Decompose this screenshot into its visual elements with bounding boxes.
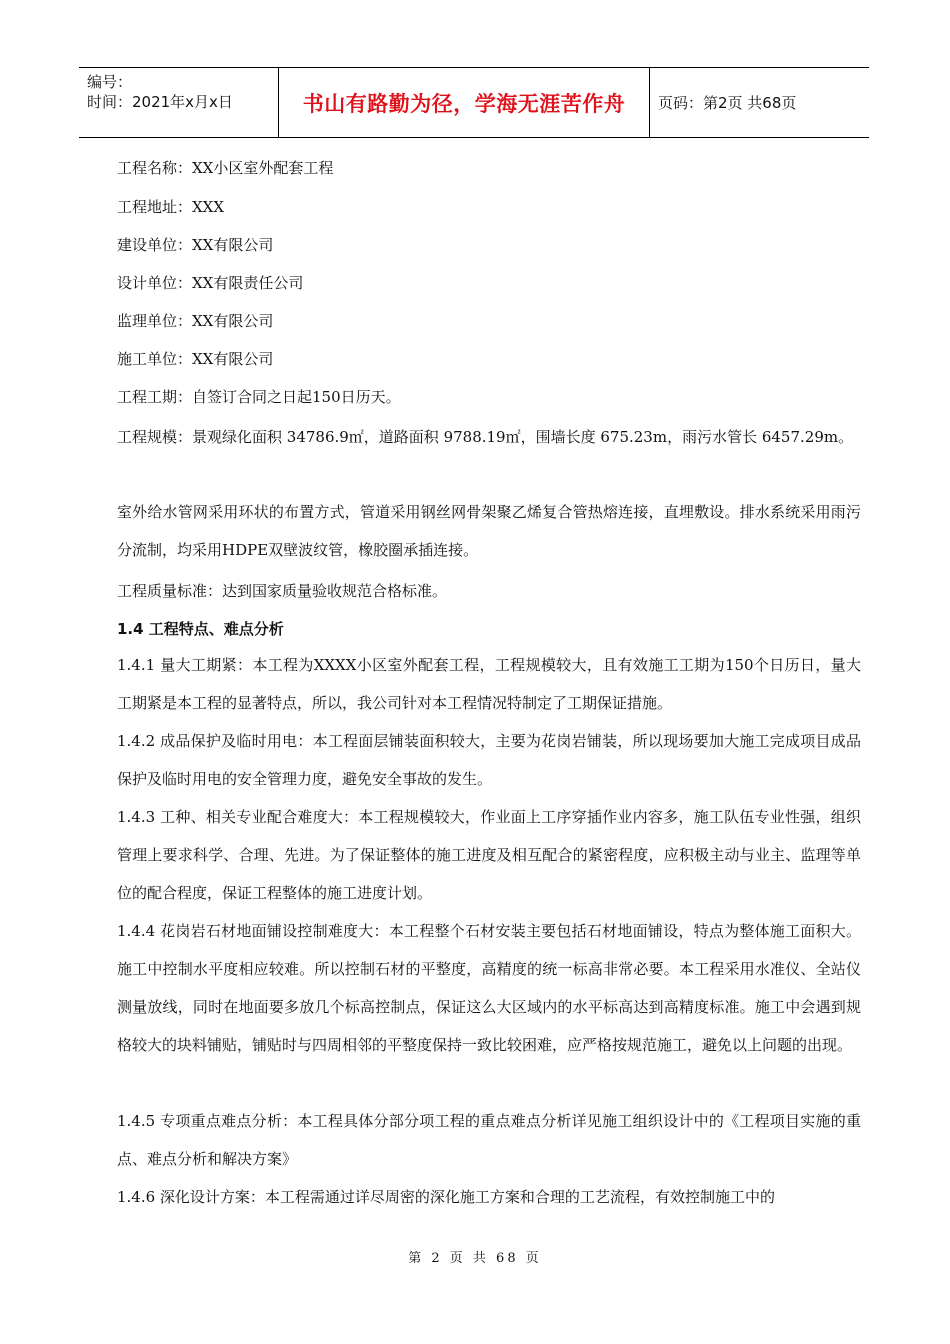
item-1-4-6: 1.4.6 深化设计方案：本工程需通过详尽周密的深化施工方案和合理的工艺流程，有效控制施工中的 — [117, 1188, 775, 1206]
item-1-4-5: 1.4.5 专项重点难点分析：本工程具体分部分项工程的重点难点分析详见施工组织设计中的《工程项目实施的重点、难点分析和解决方案》 — [117, 1112, 861, 1168]
number-label: 编号： — [87, 73, 133, 91]
info-duration: 工程工期：自签订合同之日起150日历天。 — [117, 388, 401, 406]
page-label: 页码：第2页 共68页 — [658, 94, 797, 112]
page-footer: 第 2 页 共 68 页 — [408, 1251, 542, 1266]
section-heading: 1.4 工程特点、难点分析 — [117, 620, 284, 638]
item-1-4-4: 1.4.4 花岗岩石材地面铺设控制难度大：本工程整个石材安装主要包括石材地面铺设，特点为整体施工面积大。施工中控制水平度相应较难。所以控制石材的平整度，高精度的统一标高非常必要。本工程采用水准仪、全站仪测量放线，同时在地面要多放几个标高控制点，保证这么大区域内的水平标高达到高精度标准。施工中会遇到规格较大的块料铺贴，铺贴时与四周相邻的平整度保持一致比较困难，应严格按规范施工，避免以上问题的出现。 — [117, 922, 861, 1054]
item-1-4-3: 1.4.3 工种、相关专业配合难度大：本工程规模较大，作业面上工序穿插作业内容多，施工队伍专业性强，组织管理上要求科学、合理、先进。为了保证整体的施工进度及相互配合的紧密程度，应积极主动与业主、监理等单位的配合程度，保证工程整体的施工进度计划。 — [117, 808, 861, 902]
header-meta-cell — [79, 68, 279, 137]
item-1-4-1: 1.4.1 量大工期紧：本工程为XXXX小区室外配套工程，工程规模较大，且有效施工工期为150个日历日，量大工期紧是本工程的显著特点，所以，我公司针对本工程情况特制定了工期保证措施。 — [117, 656, 861, 712]
pipe-paragraph: 室外给水管网采用环状的布置方式，管道采用钢丝网骨架聚乙烯复合管热熔连接，直埋敷设。排水系统采用雨污分流制，均采用HDPE双壁波纹管，橡胶圈承插连接。 — [117, 503, 861, 559]
info-owner: 建设单位：XX有限公司 — [117, 236, 274, 254]
quality-paragraph: 工程质量标准：达到国家质量验收规范合格标准。 — [117, 582, 448, 600]
info-designer: 设计单位：XX有限责任公司 — [117, 274, 304, 292]
info-project-address: 工程地址：XXX — [117, 198, 225, 216]
document-header — [79, 67, 869, 138]
info-supervisor: 监理单位：XX有限公司 — [117, 312, 274, 330]
info-project-name: 工程名称：XX小区室外配套工程 — [117, 159, 334, 177]
info-contractor: 施工单位：XX有限公司 — [117, 350, 274, 368]
item-1-4-2: 1.4.2 成品保护及临时用电：本工程面层铺装面积较大，主要为花岗岩铺装，所以现场要加大施工完成项目成品保护及临时用电的安全管理力度，避免安全事故的发生。 — [117, 732, 861, 788]
time-label: 时间：2021年x月x日 — [87, 93, 233, 111]
motto: 书山有路勤为径，学海无涯苦作舟 — [279, 68, 650, 137]
scale-paragraph: 工程规模：景观绿化面积 34786.9㎡，道路面积 9788.19㎡，围墙长度 675.23m，雨污水管长 6457.29m。 — [117, 428, 854, 446]
